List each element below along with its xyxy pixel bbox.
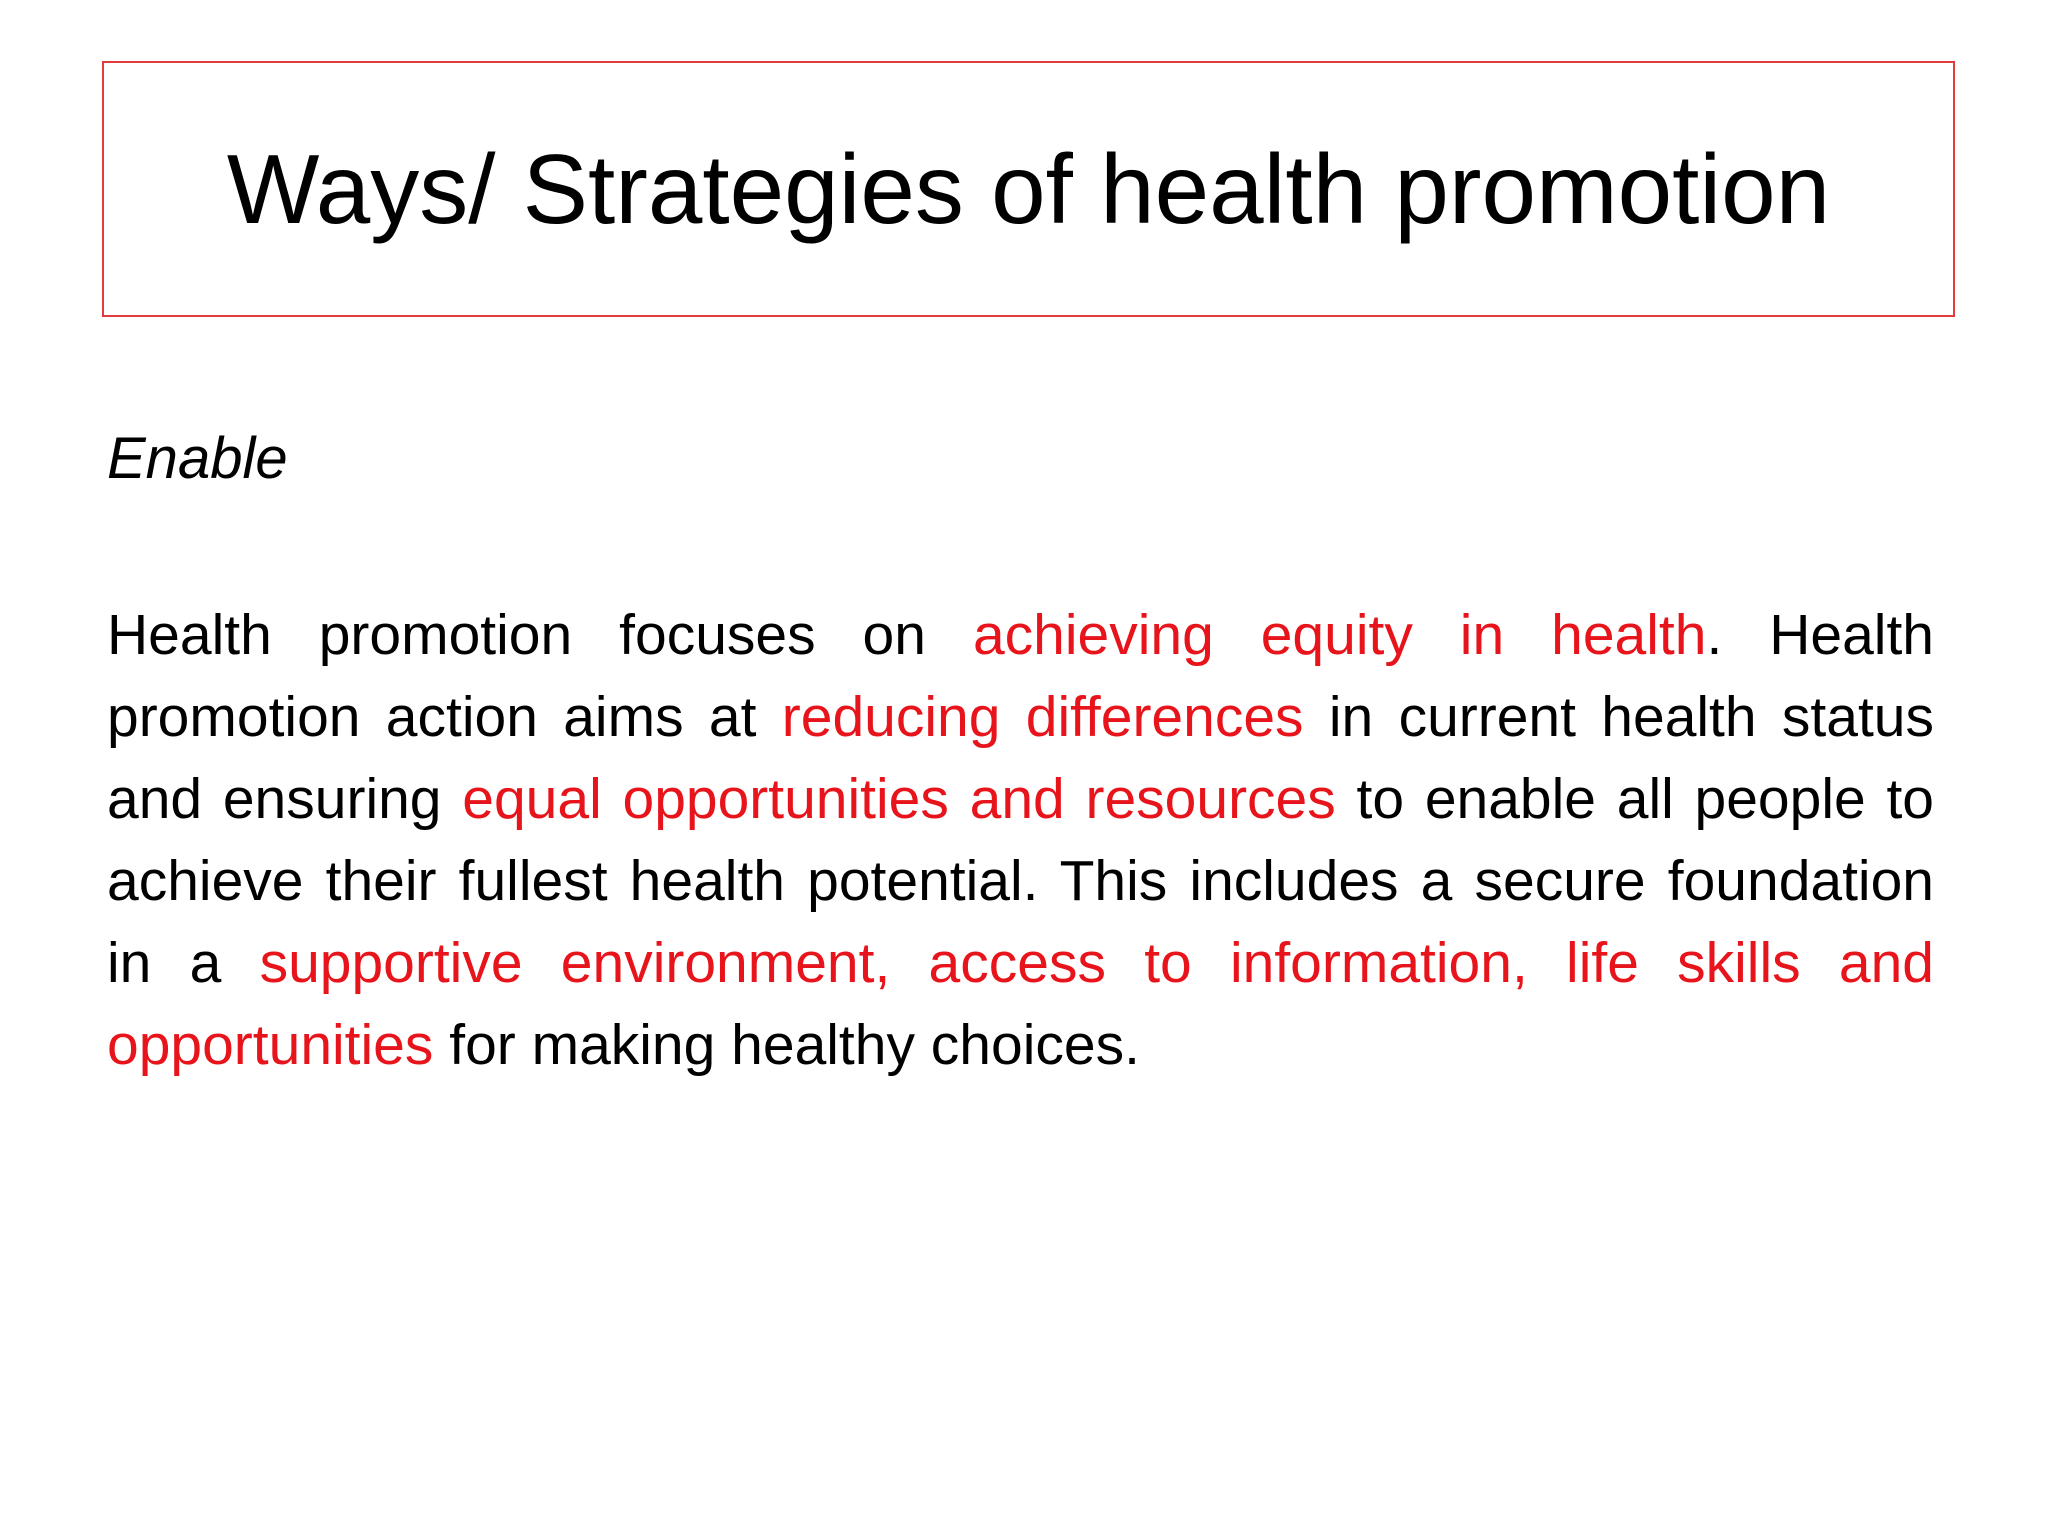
section-heading-enable: Enable xyxy=(107,426,288,491)
highlighted-phrase: supportive environment, access to information, life skills and opportunities xyxy=(107,931,1934,1077)
highlighted-phrase: achieving equity in health xyxy=(972,603,1707,667)
paragraph-segment: to enable all people to achieve their fullest health potential. This includes a secure foundation in a xyxy=(107,767,1934,995)
body-paragraph xyxy=(107,594,1934,1086)
paragraph-segment: in current health status and ensuring xyxy=(107,685,1935,831)
highlighted-phrase: equal opportunities and resources xyxy=(462,767,1336,831)
title-box xyxy=(102,61,1955,317)
paragraph-segment: Health promotion focuses on xyxy=(107,603,973,667)
paragraph-segment: for making healthy choices. xyxy=(433,1013,1140,1077)
highlighted-phrase: reducing differences xyxy=(781,685,1304,749)
paragraph-segment: . Health promotion action aims at xyxy=(107,603,1935,749)
slide-title: Ways/ Strategies of health promotion xyxy=(226,134,1831,244)
